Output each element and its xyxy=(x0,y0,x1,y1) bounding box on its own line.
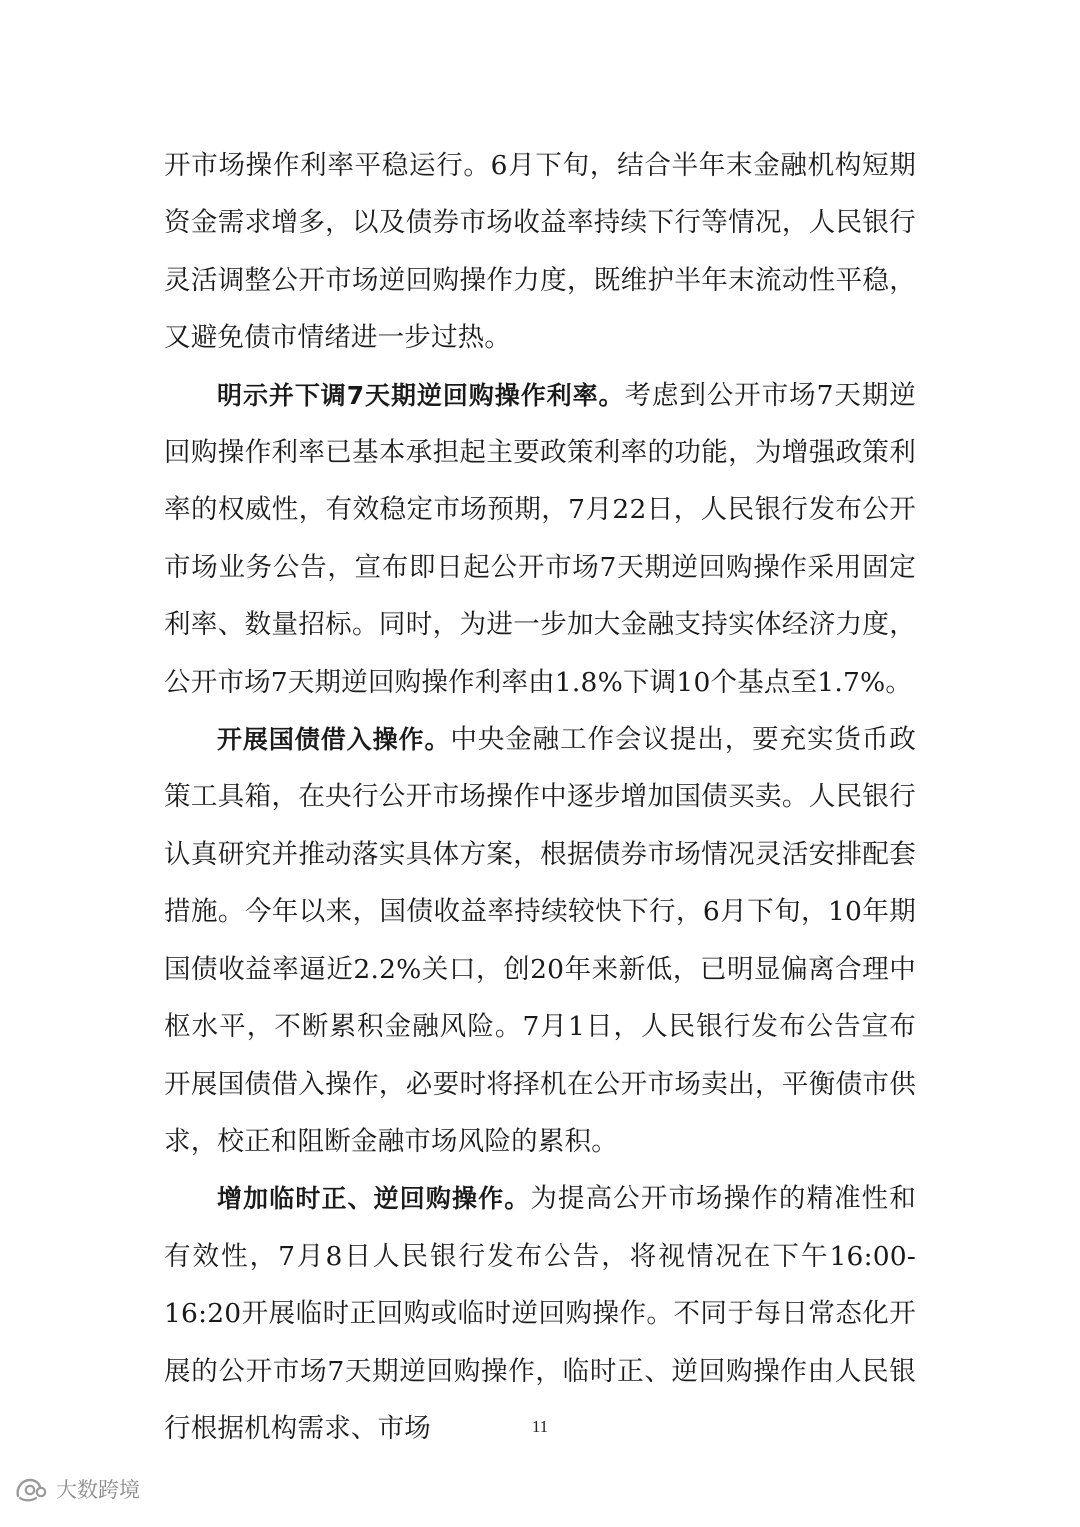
paragraph-1-text: 开市场操作利率平稳运行。6月下旬，结合半年末金融机构短期资金需求增多，以及债券市场收益率持续下行等情况，人民银行灵活调整公开市场逆回购操作力度，既维护半年末流动性平稳，又避免债市情绪进一步过热。 xyxy=(164,150,916,354)
brand-logo-icon xyxy=(14,1474,50,1504)
paragraph-1 xyxy=(164,137,916,367)
paragraph-3-text: 中央金融工作会议提出，要充实货币政策工具箱，在央行公开市场操作中逐步增加国债买卖。人民银行认真研究并推动落实具体方案，根据债券市场情况灵活安排配套措施。今年以来，国债收益率持续较快下行，6月下旬，10年期国债收益率逼近2.2%关口，创20年来新低，已明显偏离合理中枢水平，不断累积金融风险。7月1日，人民银行发布公告宣布开展国债借入操作，必要时将择机在公开市场卖出，平衡债市供求，校正和阻断金融市场风险的累积。 xyxy=(164,724,916,1157)
paragraph-2-text: 考虑到公开市场7天期逆回购操作利率已基本承担起主要政策利率的功能，为增强政策利率的权威性，有效稳定市场预期，7月22日，人民银行发布公开市场业务公告，宣布即日起公开市场7天期逆回购操作采用固定利率、数量招标。同时，为进一步加大金融支持实体经济力度，公开市场7天期逆回购操作利率由1.8%下调10个基点至1.7%。 xyxy=(164,379,916,698)
paragraph-2 xyxy=(164,367,916,711)
watermark-text: 大数跨境 xyxy=(56,1478,140,1502)
paragraph-4-heading: 增加临时正、逆回购操作。 xyxy=(217,1184,531,1214)
paragraph-4 xyxy=(164,1170,916,1457)
paragraph-3-heading: 开展国债借入操作。 xyxy=(217,725,451,755)
document-body xyxy=(164,137,916,1457)
page-number: 11 xyxy=(531,1417,549,1436)
watermark xyxy=(14,1474,140,1504)
paragraph-2-heading: 明示并下调7天期逆回购操作利率。 xyxy=(217,380,625,410)
paragraph-3 xyxy=(164,711,916,1170)
paragraph-4-text: 为提高公开市场操作的精准性和有效性，7月8日人民银行发布公告，将视情况在下午16:00-16:20开展临时正回购或临时逆回购操作。不同于每日常态化开展的公开市场7天期逆回购操作，临时正、逆回购操作由人民银行根据机构需求、市场 xyxy=(164,1183,916,1444)
